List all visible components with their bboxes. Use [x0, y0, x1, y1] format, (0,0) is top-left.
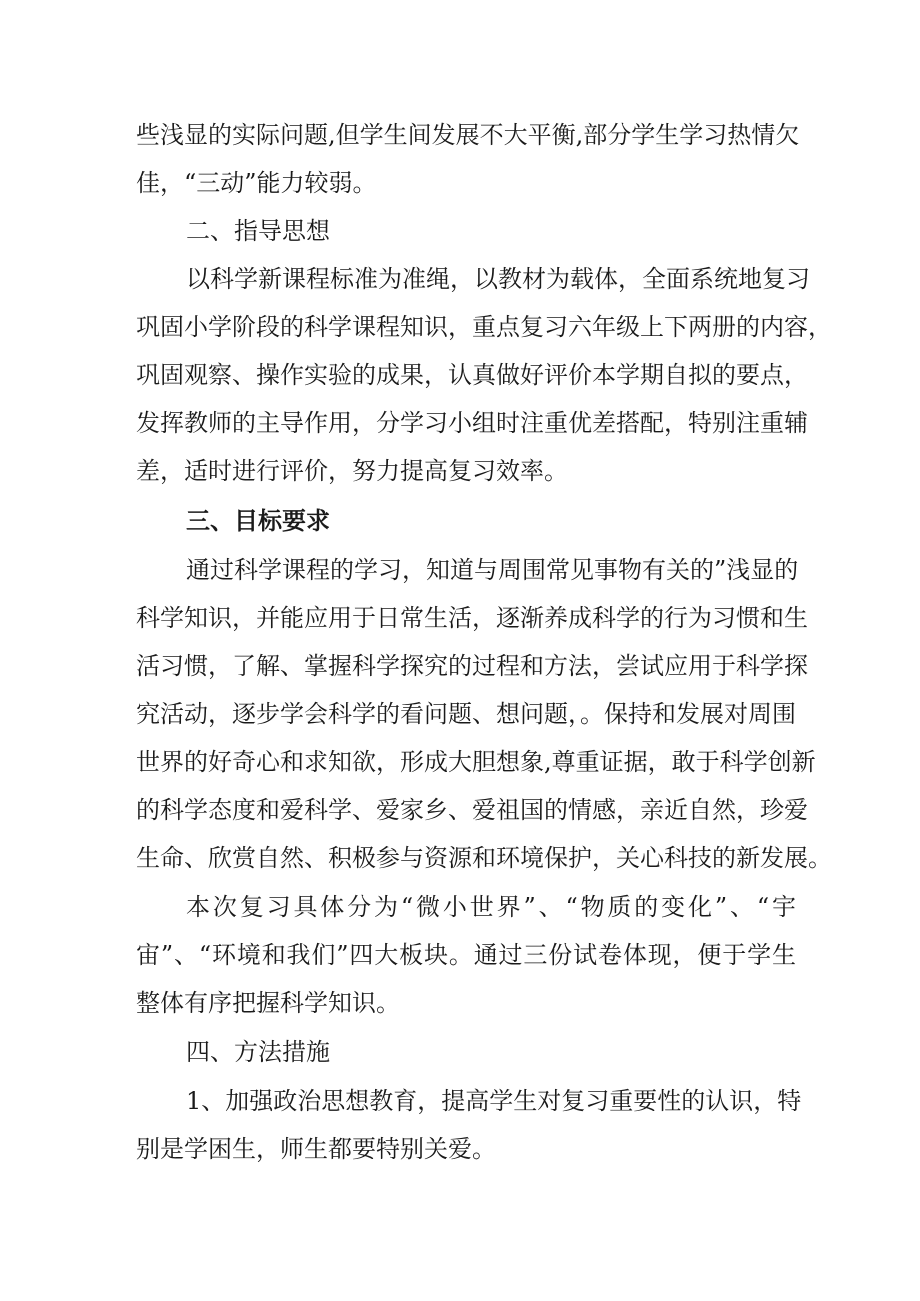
text-line: 些浅显的实际问题,但学生间发展不大平衡,部分学生学习热情欠: [136, 121, 800, 149]
section-heading-objectives: 三、目标要求: [186, 506, 330, 535]
section-heading-methods: 四、方法措施: [186, 1038, 330, 1066]
text-line: 本次复习具体分为“微小世界”、“物质的变化”、“宇: [186, 893, 796, 921]
text-line: 整体有序把握科学知识。: [136, 989, 400, 1017]
text-line: 发挥教师的主导作用，分学习小组时注重优差搭配，特别注重辅: [136, 409, 808, 437]
text-line: 究活动，逐步学会科学的看问题、想问题，。保持和发展对周围: [136, 700, 796, 728]
text-line: 活习惯，了解、掌握科学探究的过程和方法，尝试应用于科学探: [136, 652, 808, 680]
text-line: 通过科学课程的学习，知道与周围常见事物有关的”浅显的: [186, 556, 799, 584]
text-line: 1、加强政治思想教育，提高学生对复习重要性的认识，特: [186, 1087, 802, 1115]
text-line: 以科学新课程标准为准绳，以教材为载体，全面系统地复习: [186, 265, 810, 293]
text-line: 佳，“三动”能力较弱。: [136, 169, 377, 197]
text-line: 巩固观察、操作实验的成果，认真做好评价本学期自拟的要点，: [136, 361, 808, 389]
text-line: 差，适时进行评价，努力提高复习效率。: [136, 457, 568, 485]
text-line: 巩固小学阶段的科学课程知识，重点复习六年级上下两册的内容，: [136, 313, 832, 341]
text-line: 宙”、“环境和我们”四大板块。通过三份试卷体现，便于学生: [136, 941, 796, 969]
section-heading-guiding-ideology: 二、指导思想: [186, 217, 330, 245]
text-line: 的科学态度和爱科学、爱家乡、爱祖国的情感，亲近自然，珍爱: [136, 796, 808, 824]
text-line: 生命、欣赏自然、积极参与资源和环境保护，关心科技的新发展。: [136, 844, 832, 872]
text-line: 科学知识，并能应用于日常生活，逐渐养成科学的行为习惯和生: [136, 604, 808, 632]
text-line: 别是学困生，师生都要特别关爱。: [136, 1135, 496, 1163]
text-line: 世界的好奇心和求知欲，形成大胆想象,尊重证据，敢于科学创新: [136, 748, 816, 776]
